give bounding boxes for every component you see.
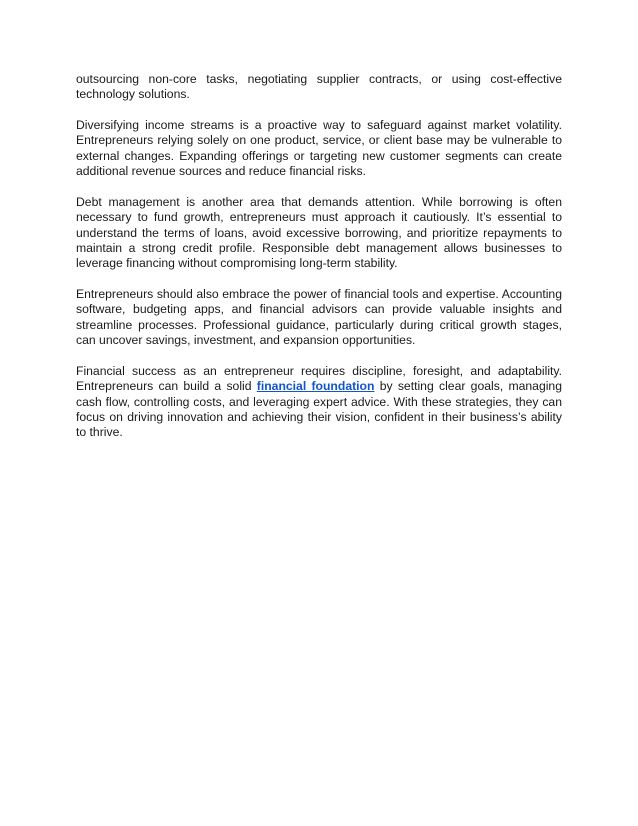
paragraph-income-diversification: Diversifying income streams is a proactive way to safeguard against market volatility. Entrepreneurs relying solely on one product, service, or client base may be vulnerable to external changes. Expanding offerings or targeting new customer segments can create additional revenue sources and reduce financial risks. [76, 118, 562, 179]
paragraph-financial-tools: Entrepreneurs should also embrace the power of financial tools and expertise. Accounting software, budgeting apps, and financial advisors can provide valuable insights and streamline processes. Professional guidance, particularly during critical growth stages, can uncover savings, investment, and expansion opportunities. [76, 287, 562, 348]
conclusion-text-before-link: Financial success as an entrepreneur requires discipline, foresight, and adaptability. Entrepreneurs can build a solid [76, 363, 562, 394]
paragraph-conclusion [76, 364, 562, 441]
conclusion-text-after-link: by setting clear goals, managing cash flow, controlling costs, and leveraging expert advice. With these strategies, they can focus on driving innovation and achieving their vision, confident in their business’s ability to thrive. [76, 379, 562, 440]
paragraph-debt-management: Debt management is another area that demands attention. While borrowing is often necessary to fund growth, entrepreneurs must approach it cautiously. It’s essential to understand the terms of loans, avoid excessive borrowing, and prioritize repayments to maintain a strong credit profile. Responsible debt management allows businesses to leverage financing without compromising long-term stability. [76, 194, 562, 271]
financial-foundation-link[interactable]: financial foundation [256, 379, 375, 394]
paragraph-cost-control-end: outsourcing non-core tasks, negotiating supplier contracts, or using cost-effective technology solutions. [76, 72, 562, 102]
document-body [76, 72, 562, 456]
